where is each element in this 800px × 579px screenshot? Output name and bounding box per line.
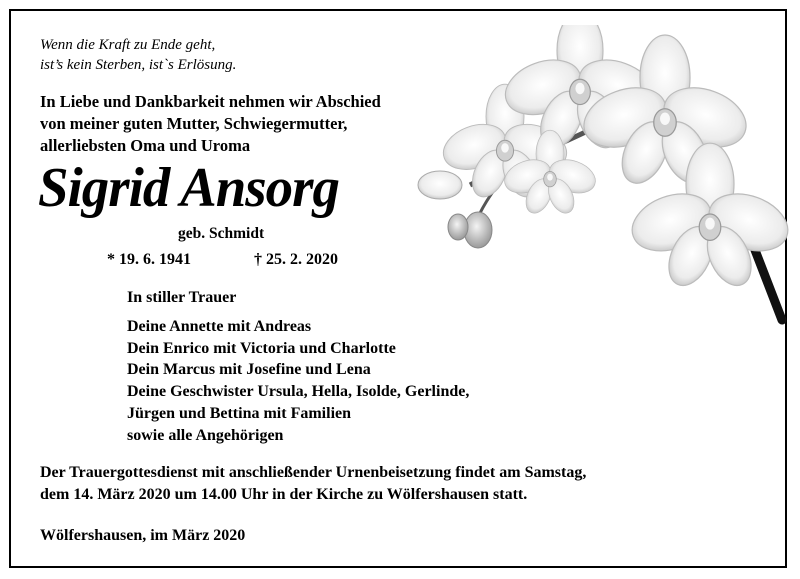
mourner-line: Deine Geschwister Ursula, Hella, Isolde, Gerlinde, [127, 383, 470, 401]
intro-text [40, 91, 381, 157]
intro-line: allerliebsten Oma und Uroma [40, 136, 251, 155]
mourner-line: Dein Enrico mit Victoria und Charlotte [127, 339, 396, 357]
birth-date: * 19. 6. 1941 [107, 251, 191, 268]
mourner-line: sowie alle Angehörigen [127, 426, 284, 444]
death-date: † 25. 2. 2020 [254, 251, 338, 268]
service-line: Der Trauergottesdienst mit anschließender Urnenbeisetzung findet am Samstag, [40, 464, 587, 481]
mourner-line: Jürgen und Bettina mit Familien [127, 404, 352, 422]
mourning-heading: In stiller Trauer [127, 289, 237, 306]
service-info [40, 462, 586, 506]
birth-name: geb. Schmidt [178, 225, 265, 242]
orchid-icon [410, 25, 790, 325]
motto [40, 35, 236, 75]
deceased-name: Sigrid Ansorg [38, 157, 339, 219]
service-line: dem 14. März 2020 um 14.00 Uhr in der Kirche zu Wölfershausen statt. [40, 486, 528, 503]
motto-line: Wenn die Kraft zu Ende geht, [40, 37, 216, 53]
mourner-line: Dein Marcus mit Josefine und Lena [127, 361, 371, 379]
mourners-list [127, 316, 469, 446]
mourner-line: Deine Annette mit Andreas [127, 318, 312, 335]
intro-line: In Liebe und Dankbarkeit nehmen wir Abschied [40, 92, 381, 111]
motto-line: ist’s kein Sterben, ist`s Erlösung. [40, 57, 237, 73]
place-date: Wölfershausen, im März 2020 [40, 527, 246, 544]
intro-line: von meiner guten Mutter, Schwiegermutter, [40, 114, 348, 133]
